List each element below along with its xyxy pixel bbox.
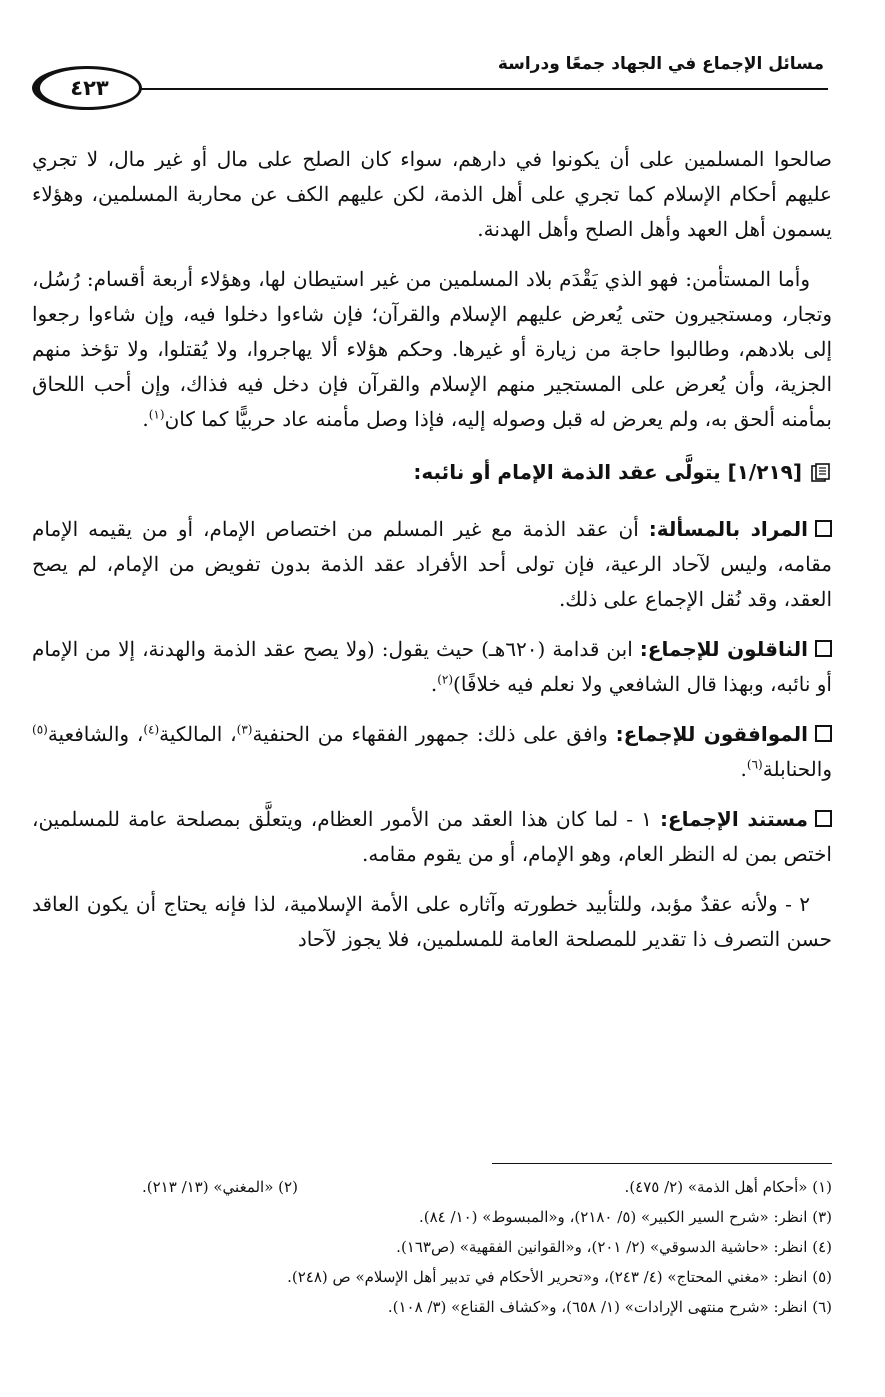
label-muwafiqun: الموافقون للإجماع: [615, 722, 809, 746]
punctuation: . [430, 672, 438, 696]
footnote-ref: (١) [148, 407, 165, 422]
square-bullet-icon [815, 520, 832, 537]
paragraph-text: ، المالكية [159, 722, 237, 746]
section-title: [١/٢١٩] يتولَّى عقد الذمة الإمام أو نائبه: [413, 460, 802, 484]
paragraph-muwafiqun [32, 717, 832, 787]
footnotes [32, 1163, 832, 1322]
section-heading [32, 455, 832, 490]
punctuation: . [740, 757, 747, 781]
header-rule [132, 88, 828, 90]
running-title: مسائل الإجماع في الجهاد جمعًا ودراسة [497, 54, 824, 74]
footnote-ref: (٣) [236, 722, 253, 737]
footnote-6: (٦) انظر: «شرح منتهى الإرادات» (١/ ٦٥٨)، و«كشاف القناع» (٣/ ١٠٨). [387, 1298, 832, 1316]
paragraph-text: وافق على ذلك: جمهور الفقهاء من الحنفية [252, 722, 616, 746]
main-text [32, 142, 832, 972]
footnote-ref: (٥) [32, 722, 48, 737]
page-number: ٤٢٣ [70, 76, 109, 100]
label-murad: المراد بالمسألة: [648, 517, 809, 541]
footnote-row [32, 1172, 832, 1202]
paragraph-naqilun [32, 632, 832, 702]
paragraph-text: والحنابلة [762, 757, 832, 781]
paragraph-text: ١ - لما كان هذا العقد من الأمور العظام، ويتعلَّق بمصلحة عامة للمسلمين، اختص بمن له النظر العام، وهو الإمام، أو من يقوم مقامه. [32, 807, 832, 866]
paragraph-murad [32, 512, 832, 617]
page-header [32, 48, 828, 108]
footnote-1: (١) «أحكام أهل الذمة» (٢/ ٤٧٥). [624, 1178, 832, 1196]
footnote-ref: (٤) [143, 722, 160, 737]
paragraph-mustanad [32, 802, 832, 872]
square-bullet-icon [815, 810, 832, 827]
label-naqilun: الناقلون للإجماع: [639, 637, 809, 661]
footnote-2: (٢) «المغني» (١٣/ ٢١٣). [142, 1178, 298, 1196]
footnote-4: (٤) انظر: «حاشية الدسوقي» (٢/ ٢٠١)، و«القوانين الفقهية» (ص١٦٣). [396, 1238, 832, 1256]
paragraph-text: ، والشافعية [47, 722, 144, 746]
paragraph-text: ابن قدامة (٦٢٠هـ) حيث يقول: (ولا يصح عقد الذمة والهدنة، إلا من الإمام أو نائبه، وبهذا قال الشافعي ولا نعلم فيه خلافًا) [32, 637, 832, 696]
footnote-3: (٣) انظر: «شرح السير الكبير» (٥/ ٢١٨٠)، و«المبسوط» (١٠/ ٨٤). [418, 1208, 832, 1226]
punctuation: . [142, 407, 149, 431]
footnote-ref: (٢) [437, 672, 454, 687]
paragraph-text: أن عقد الذمة مع غير المسلم من اختصاص الإمام، أو من يقيمه الإمام مقامه، وليس لآحاد الرعية، فإن تولى أحد الأفراد عقد الذمة بدون تفويض من الإمام، لم يصح العقد، وقد نُقل الإجماع على ذلك. [32, 517, 832, 611]
paragraph-second-reason: ٢ - ولأنه عقدٌ مؤبد، وللتأبيد خطورته وآثاره على الأمة الإسلامية، لذا فإنه يحتاج أن يكون العاقد حسن التصرف ذا تقدير للمصلحة العامة للمسلمين، فلا يجوز لآحاد [32, 892, 832, 951]
footnote-5: (٥) انظر: «مغني المحتاج» (٤/ ٢٤٣)، و«تحرير الأحكام في تدبير أهل الإسلام» ص (٢٤٨). [287, 1268, 832, 1286]
square-bullet-icon [815, 640, 832, 657]
book-icon [810, 462, 832, 484]
square-bullet-icon [815, 725, 832, 742]
paragraph-text: وأما المستأمن: فهو الذي يَقْدَم بلاد المسلمين من غير استيطان لها، وهؤلاء أربعة أقسام: رُسُل، وتجار، ومستجيرون حتى يُعرض عليهم الإسلام والقرآن؛ فإن شاءوا دخلوا فيه، وإن شاءوا رجعوا إلى بلادهم، وطالبوا حاجة من زيارة أو غيرها. وحكم هؤلاء ألا يهاجروا، ولا يُقتلوا، ولا تؤخذ منهم الجزية، وأن يُعرض على المستجير منهم الإسلام والقرآن فإن دخل فيه فذاك، وإن أحب اللحاق بمأمنه ألحق به، ولم يعرض له قبل وصوله إليه، فإذا وصل مأمنه عاد حربيًّا كما كان [32, 267, 832, 431]
page-number-badge [32, 66, 142, 110]
footnote-ref: (٦) [746, 757, 763, 772]
label-mustanad: مستند الإجماع: [659, 807, 808, 831]
paragraph-ahl-al-ahd: صالحوا المسلمين على أن يكونوا في دارهم، سواء كان الصلح على مال أو غير مال، لا تجري عليهم أحكام الإسلام كما تجري على أهل الذمة، لكن عليهم الكف عن محاربة المسلمين، وهؤلاء يسمون أهل العهد وأهل الصلح وأهل الهدنة. [32, 147, 832, 241]
paragraph-mustamin [32, 262, 832, 437]
footnote-rule [492, 1163, 832, 1164]
